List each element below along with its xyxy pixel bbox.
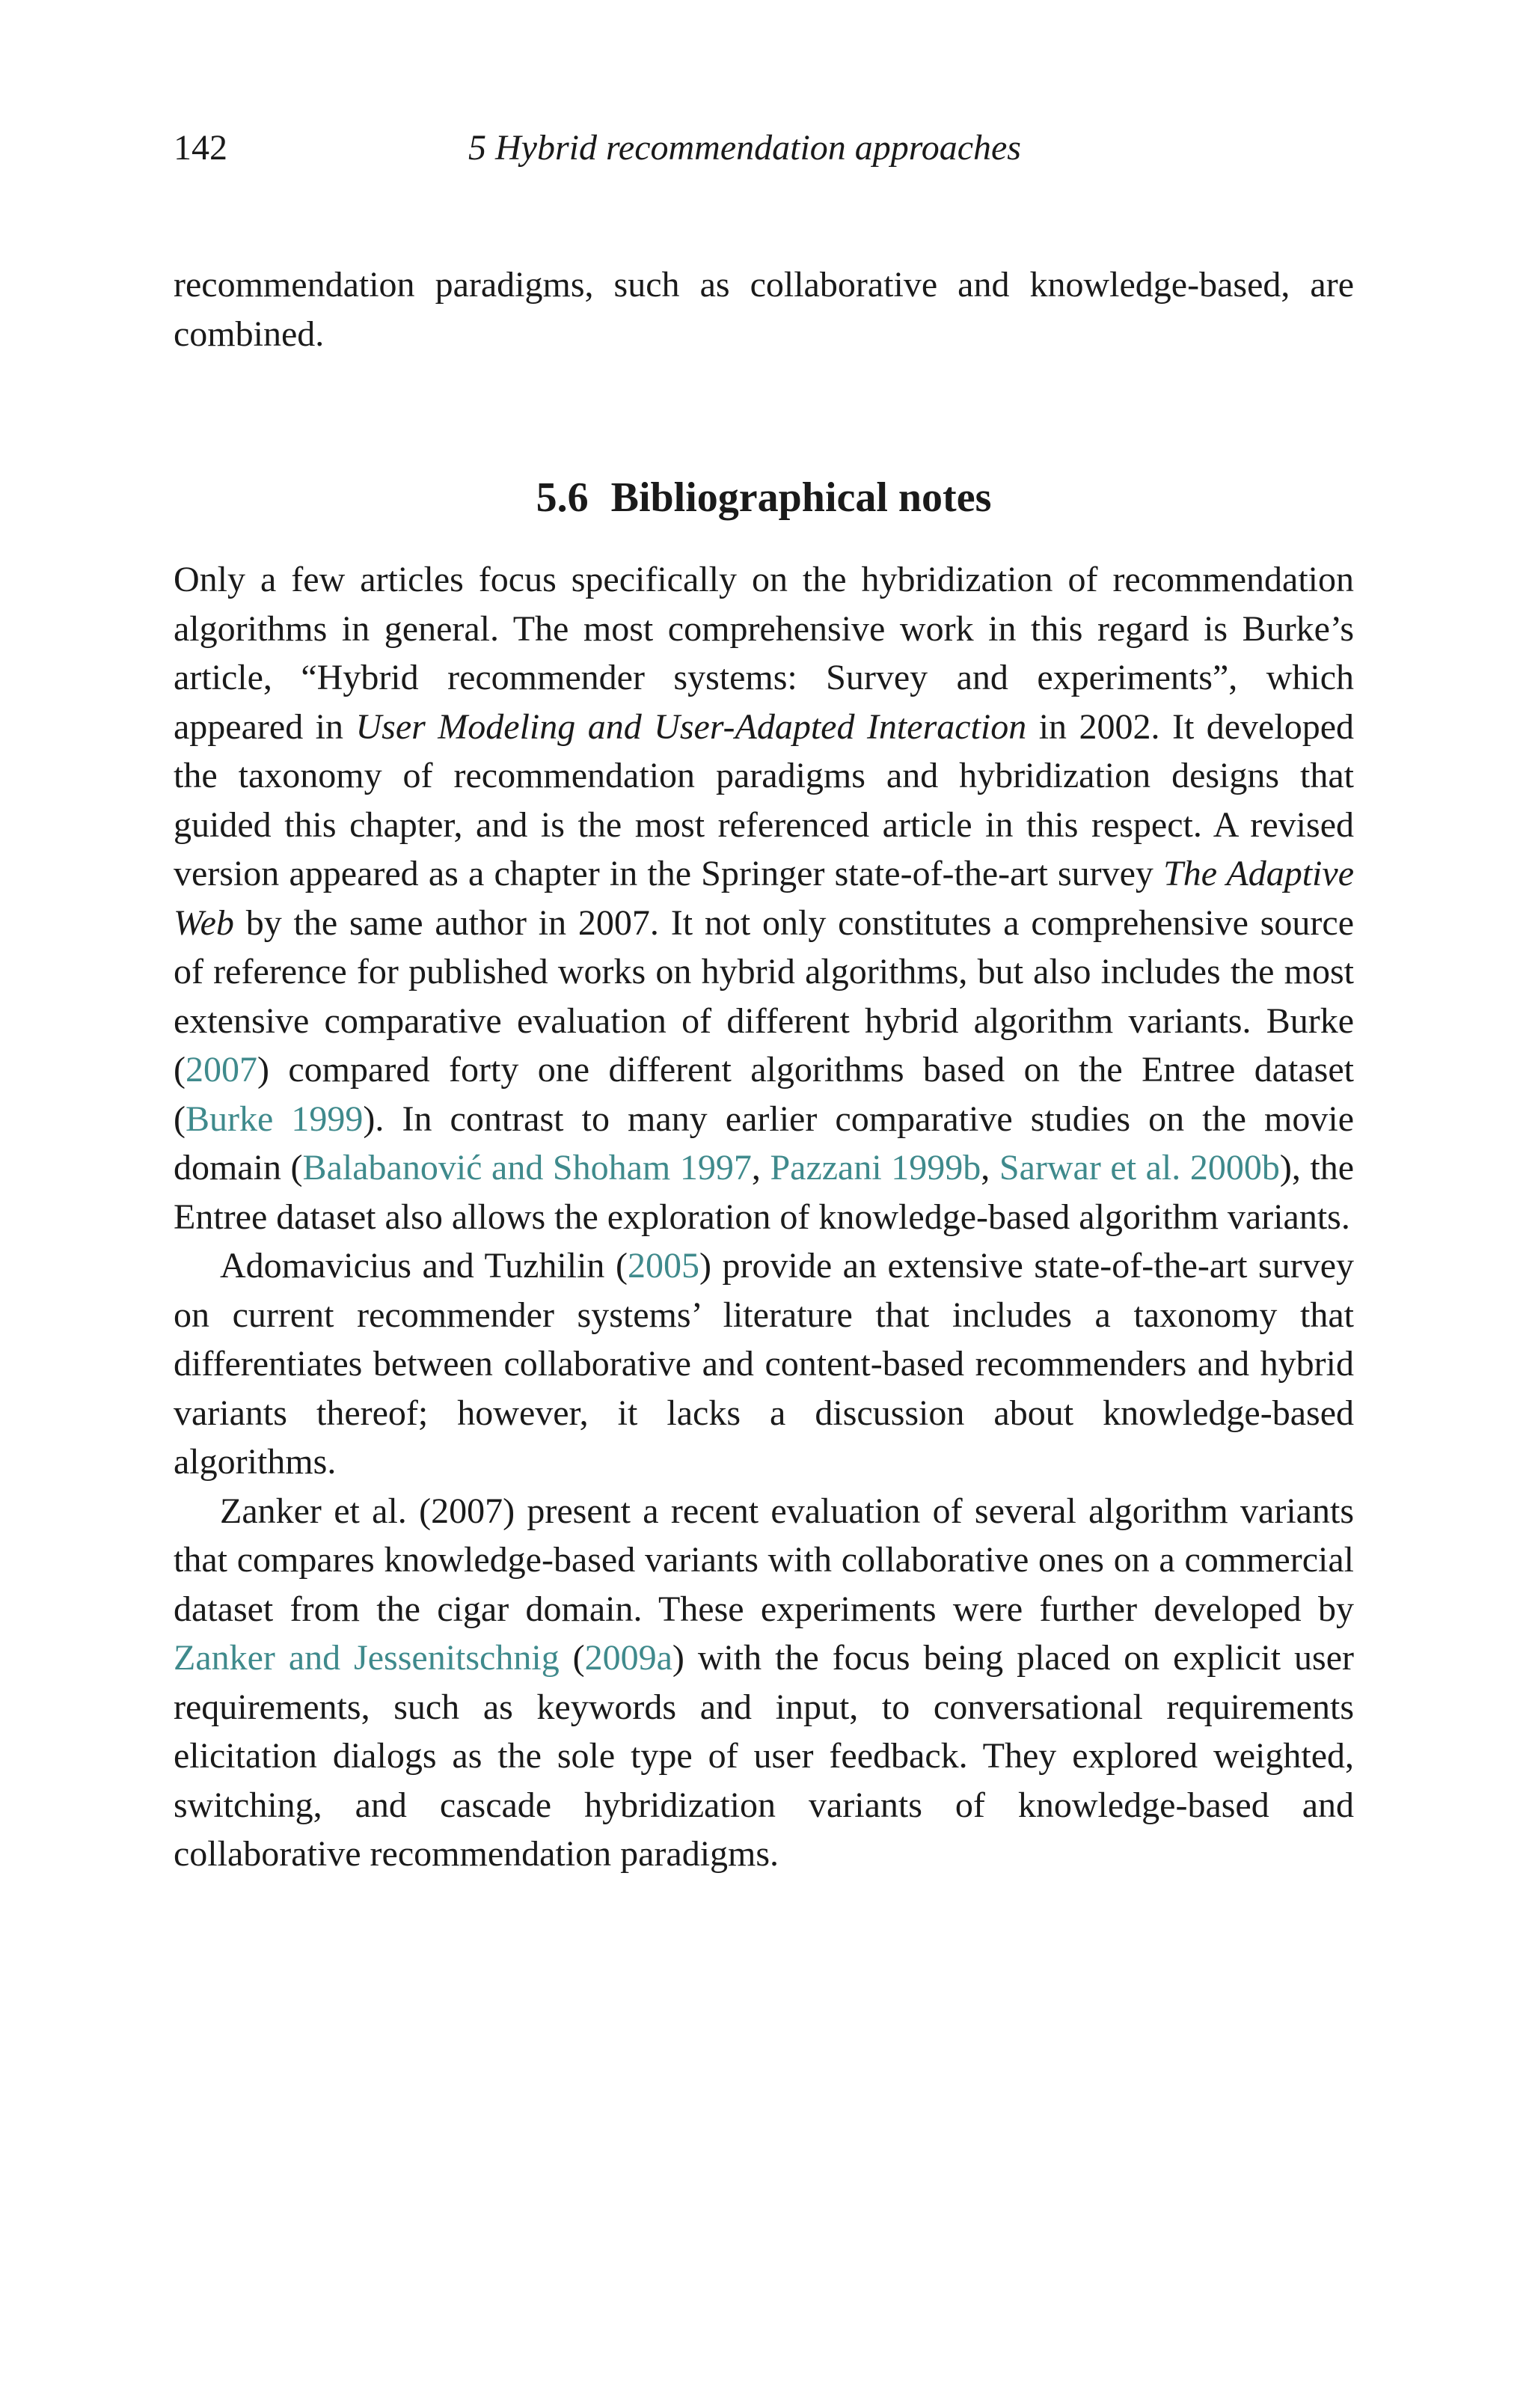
citation-link-adomavicius[interactable]: 2005	[627, 1246, 699, 1286]
paragraph-text: ), the Entree dataset also allows the exploration of knowledge-based algorithm variants.	[174, 1148, 1355, 1237]
continued-text: recommendation paradigms, such as collaborative and knowledge-based, are combined.	[174, 265, 1354, 354]
citation-link-burke-1999[interactable]: Burke 1999	[185, 1098, 364, 1139]
paragraph-3	[174, 1487, 1354, 1879]
citation-link-balabanovic[interactable]: Balabanović and Shoham 1997	[302, 1148, 752, 1188]
section-heading	[174, 471, 1354, 524]
section-number: 5.6	[536, 474, 589, 521]
citation-link-zanker-year[interactable]: 2009a	[584, 1638, 672, 1678]
paragraph-text: Zanker et al. (2007) present a recent evaluation of several algorithm variants that compares knowledge-based variants with collaborative ones on a commercial dataset from the cigar domain. These experiments were further developed by	[174, 1491, 1354, 1629]
journal-title: User Modeling and User-Adapted Interaction	[355, 706, 1027, 747]
continued-paragraph	[174, 260, 1354, 358]
paragraph-2	[174, 1241, 1354, 1487]
paragraph-text: Adomavicius and Tuzhilin (	[220, 1246, 628, 1286]
paragraph-text: ) compared forty one different algorithms based on the Entree dataset (	[174, 1050, 1354, 1139]
paragraph-text: (	[559, 1638, 585, 1678]
citation-link-pazzani[interactable]: Pazzani 1999b	[770, 1148, 981, 1188]
section-body	[174, 555, 1354, 1879]
separator: ,	[981, 1148, 999, 1188]
section-title: Bibliographical notes	[610, 474, 992, 521]
paragraph-text: by the same author in 2007. It not only constitutes a comprehensive source of reference for published works on hybrid algorithms, but also includes the most extensive comparative evaluation of different hybrid algorithm variants. Burke (	[174, 902, 1354, 1090]
paragraph-1	[174, 555, 1354, 1241]
citation-link-burke-2007[interactable]: 2007	[185, 1050, 257, 1090]
paragraph-text: in 2002. It developed the taxonomy of recommendation paradigms and hybridization designs that guided this chapter, and is the most referenced article in this respect. A revised version appeared as a chapter in the Springer state-of-the-art survey	[174, 706, 1355, 893]
citation-link-sarwar[interactable]: Sarwar et al. 2000b	[999, 1148, 1280, 1188]
separator: ,	[751, 1148, 770, 1188]
chapter-title: 5 Hybrid recommendation approaches	[468, 128, 1021, 168]
paragraph-text: ) with the focus being placed on explicit user requirements, such as keywords and input, to conversational requirements elicitation dialogs as the sole type of user feedback. They explored weighted, switching, and cascade hybridization variants of knowledge-based and collaborative recommendation paradigms.	[174, 1638, 1355, 1874]
page-number: 142	[174, 128, 227, 168]
citation-link-zanker-names[interactable]: Zanker and Jessenitschnig	[174, 1638, 560, 1678]
running-head	[174, 126, 1354, 171]
paragraph-text: ) provide an extensive state-of-the-art survey on current recommender systems’ literature that includes a taxonomy that differentiates between collaborative and content-based recommenders and hybrid variants thereof; however, it lacks a discussion about knowledge-based algorithms.	[174, 1246, 1355, 1482]
book-title: The Adaptive Web	[174, 854, 1354, 943]
paragraph-text: ). In contrast to many earlier comparative studies on the movie domain (	[174, 1098, 1354, 1188]
paragraph-text: Only a few articles focus specifically on the hybridization of recommendation algorithms in general. The most comprehensive work in this regard is Burke’s article, “Hybrid recommender systems: Survey and experiments”, which appeared in	[174, 560, 1354, 747]
